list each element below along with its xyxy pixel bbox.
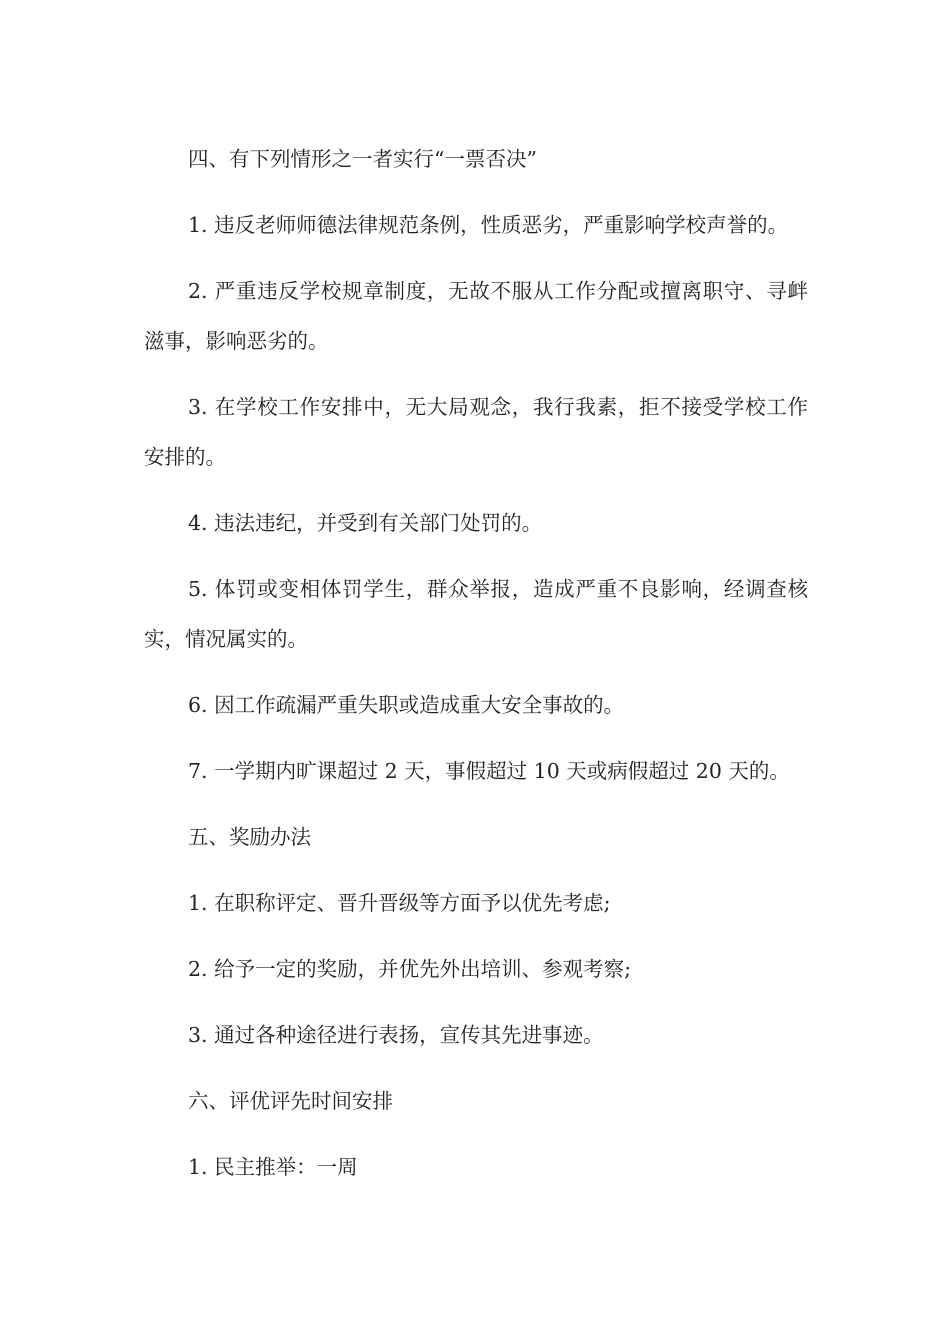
veto-item-5: 5. 体罚或变相体罚学生，群众举报，造成严重不良影响，经调查核实，情况属实的。	[144, 577, 808, 651]
veto-item-2: 2. 严重违反学校规章制度，无故不服从工作分配或擅离职守、寻衅滋事，影响恶劣的。	[144, 279, 808, 353]
reward-item-3: 3. 通过各种途径进行表扬，宣传其先进事迹。	[188, 1023, 604, 1047]
reward-item-2: 2. 给予一定的奖励，并优先外出培训、参观考察;	[188, 957, 631, 981]
veto-item-7: 7. 一学期内旷课超过 2 天，事假超过 10 天或病假超过 20 天的。	[188, 759, 790, 783]
veto-item-6: 6. 因工作疏漏严重失职或造成重大安全事故的。	[188, 693, 625, 717]
schedule-item-1: 1. 民主推举：一周	[188, 1155, 358, 1179]
veto-item-3: 3. 在学校工作安排中，无大局观念，我行我素，拒不接受学校工作安排的。	[144, 395, 808, 469]
document-body	[144, 134, 808, 1208]
section-heading-schedule: 六、评优评先时间安排	[188, 1089, 393, 1113]
section-heading-rewards: 五、奖励办法	[188, 825, 311, 849]
veto-item-1: 1. 违反老师师德法律规范条例，性质恶劣，严重影响学校声誉的。	[188, 213, 789, 237]
veto-item-4: 4. 违法违纪，并受到有关部门处罚的。	[188, 511, 543, 535]
section-heading-veto: 四、有下列情形之一者实行“一票否决”	[188, 147, 537, 171]
reward-item-1: 1. 在职称评定、晋升晋级等方面予以优先考虑;	[188, 891, 611, 915]
